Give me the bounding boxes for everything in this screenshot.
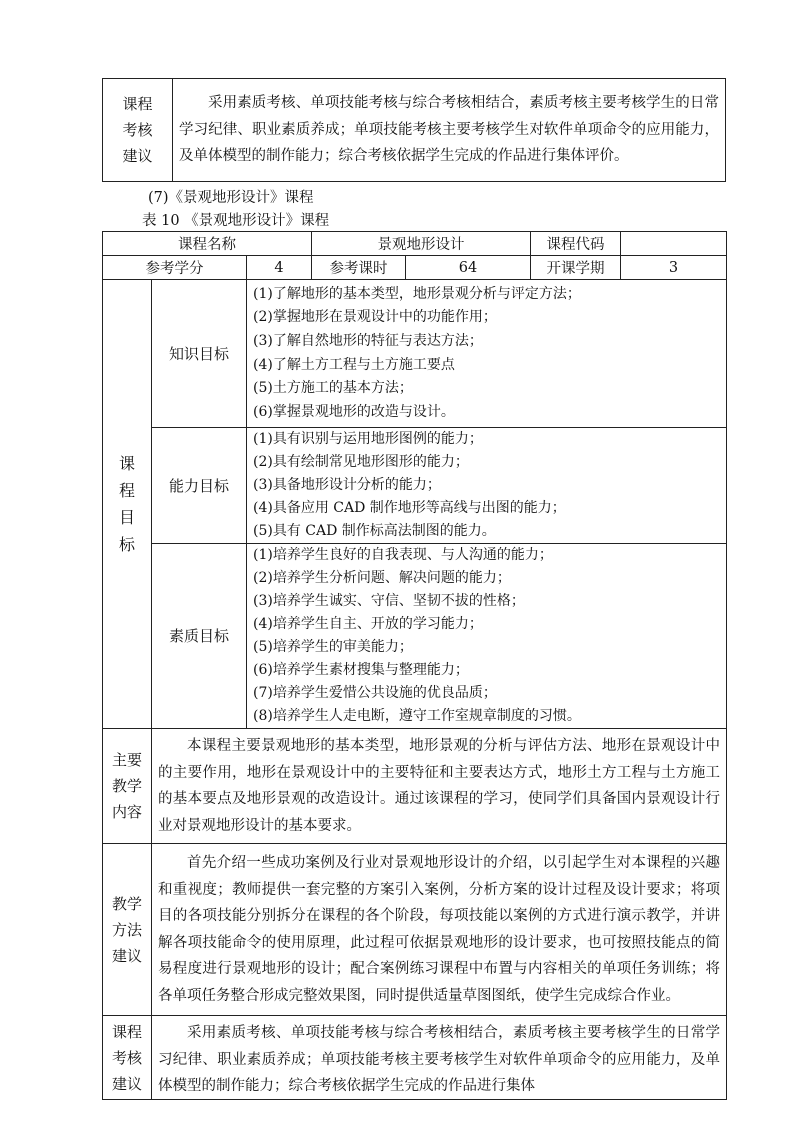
content-text: 本课程主要景观地形的基本类型，地形景观的分析与评估方法、地形在景观设计中的主要作用，地形在景观设计中的主要特征和主要表达方式，地形土方工程与土方施工的基本要点及地形景观的改造设计。通过该课程的学习，使同学们具备国内景观设计行业对景观地形设计的基本要求。 xyxy=(152,729,727,844)
list-item: (5)具有 CAD 制作标高法制图的能力。 xyxy=(253,523,496,539)
list-item: (6)培养学生素材搜集与整理能力； xyxy=(253,662,469,678)
label-line: 考核 xyxy=(122,121,153,139)
label-line: 建议 xyxy=(111,946,142,965)
assessment-label xyxy=(103,79,173,182)
list-item: (3)培养学生诚实、守信、坚韧不拔的性格； xyxy=(253,593,525,609)
section-heading: (7)《景观地形设计》课程 xyxy=(148,190,314,206)
list-item: (1)具有识别与运用地形图例的能力； xyxy=(253,431,483,447)
hours-value: 64 xyxy=(406,256,531,280)
list-item: (8)培养学生人走电断，遵守工作室规章制度的习惯。 xyxy=(253,708,581,724)
list-item: (2)具有绘制常见地形图形的能力； xyxy=(253,454,469,470)
course-name-value: 景观地形设计 xyxy=(312,232,531,256)
list-item: (2)掌握地形在景观设计中的功能作用； xyxy=(253,309,497,326)
list-item: (1)了解地形的基本类型，地形景观分析与评定方法； xyxy=(253,285,581,302)
list-item: (5)培养学生的审美能力； xyxy=(253,639,413,655)
quality-row xyxy=(103,544,727,729)
knowledge-row xyxy=(103,280,727,428)
label-line: 主要 xyxy=(111,751,142,769)
credit-value: 4 xyxy=(247,256,312,280)
label-char: 课 xyxy=(118,454,135,473)
label-line: 课程 xyxy=(111,1022,142,1041)
method-label xyxy=(103,844,152,1016)
credit-label: 参考学分 xyxy=(103,256,247,280)
label-line: 方法 xyxy=(111,920,142,939)
method-text: 首先介绍一些成功案例及行业对景观地形设计的介绍，以引起学生对本课程的兴趣和重视度；教师提供一套完整的方案引入案例，分析方案的设计过程及设计要求；将项目的各项技能分别拆分在课程的各个阶段，每项技能以案例的方式进行演示教学，并讲解各项技能命令的使用原理，此过程可依据景观地形的设计要求，也可按照技能点的简易程度进行景观地形的设计；配合案例练习课程中布置与内容相关的单项任务训练；将各单项任务整合形成完整效果图，同时提供适量草图图纸，使学生完成综合作业。 xyxy=(152,844,727,1016)
knowledge-label: 知识目标 xyxy=(152,280,247,428)
list-item: (7)培养学生爱惜公共设施的优良品质； xyxy=(253,685,497,701)
course-info-row xyxy=(103,232,727,256)
label-line: 建议 xyxy=(111,1074,142,1093)
assessment-row xyxy=(103,1016,727,1100)
content-row xyxy=(103,729,727,844)
quality-label: 素质目标 xyxy=(152,544,247,729)
list-item: (3)了解自然地形的特征与表达方法； xyxy=(253,332,483,349)
label-line: 考核 xyxy=(111,1048,142,1067)
knowledge-list xyxy=(247,280,727,428)
assessment-text: 采用素质考核、单项技能考核与综合考核相结合，素质考核主要考核学生的日常学习纪律、职业素质养成；单项技能考核主要考核学生对软件单项命令的应用能力，及单体模型的制作能力；综合考核依据学生完成的作品进行集体评价。 xyxy=(173,79,726,182)
list-item: (3)具备地形设计分析的能力； xyxy=(253,477,441,493)
assessment-text: 采用素质考核、单项技能考核与综合考核相结合，素质考核主要考核学生的日常学习纪律、职业素质养成；单项技能考核主要考核学生对软件单项命令的应用能力，及单体模型的制作能力；综合考核依据学生完成的作品进行集体 xyxy=(158,1025,721,1094)
label-line: 课程 xyxy=(122,95,153,113)
label-line: 教学 xyxy=(111,777,142,795)
course-code-value xyxy=(621,232,727,256)
assessment-table-continued xyxy=(102,78,726,182)
label-char: 目 xyxy=(118,508,135,527)
ability-list xyxy=(247,428,727,544)
label-char: 程 xyxy=(118,481,135,500)
course-meta-row xyxy=(103,256,727,280)
list-item: (6)掌握景观地形的改造与设计。 xyxy=(253,403,455,420)
semester-label: 开课学期 xyxy=(531,256,621,280)
quality-list xyxy=(247,544,727,729)
ability-label: 能力目标 xyxy=(152,428,247,544)
assessment-label xyxy=(103,1016,152,1100)
course-table xyxy=(102,231,727,1100)
list-item: (4)了解土方工程与土方施工要点 xyxy=(253,356,455,373)
list-item: (2)培养学生分析问题、解决问题的能力； xyxy=(253,570,511,586)
label-line: 教学 xyxy=(111,894,142,913)
list-item: (5)土方施工的基本方法； xyxy=(253,380,413,397)
objectives-label xyxy=(103,280,152,729)
list-item: (1)培养学生良好的自我表现、与人沟通的能力； xyxy=(253,547,553,563)
course-code-label: 课程代码 xyxy=(531,232,621,256)
hours-label: 参考课时 xyxy=(312,256,406,280)
label-line: 内容 xyxy=(111,803,142,821)
method-row xyxy=(103,844,727,1016)
label-char: 标 xyxy=(118,535,135,554)
list-item: (4)具备应用 CAD 制作地形等高线与出图的能力； xyxy=(253,500,566,516)
semester-value: 3 xyxy=(621,256,727,280)
course-name-label: 课程名称 xyxy=(103,232,312,256)
assessment-cell xyxy=(152,1016,727,1100)
content-label xyxy=(103,729,152,844)
ability-row xyxy=(103,428,727,544)
table-caption: 表 10 《景观地形设计》课程 xyxy=(142,213,330,229)
label-line: 建议 xyxy=(122,147,153,165)
list-item: (4)培养学生自主、开放的学习能力； xyxy=(253,616,483,632)
